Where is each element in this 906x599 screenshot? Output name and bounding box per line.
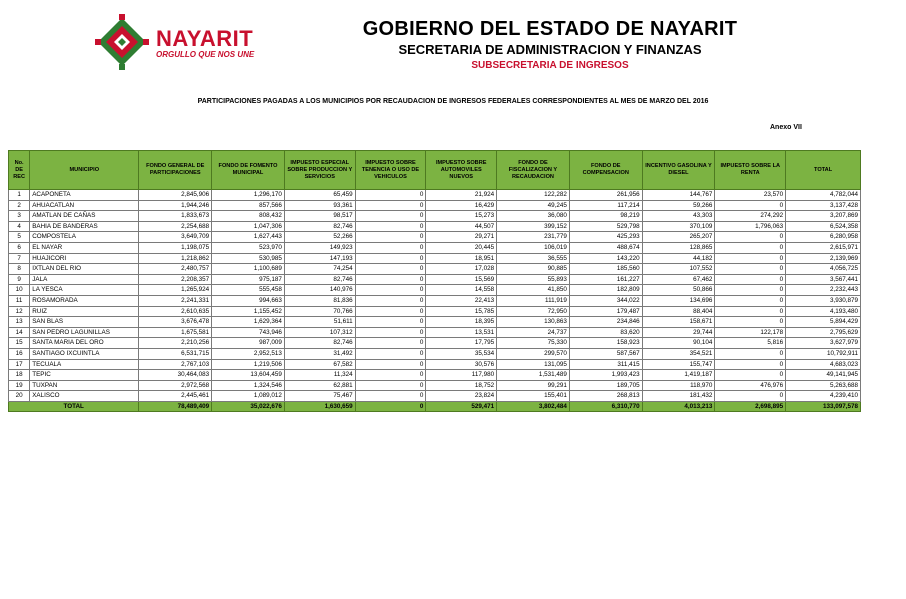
row-number: 1 — [9, 190, 30, 201]
amount-cell: 1,629,364 — [212, 317, 285, 328]
table-row — [9, 327, 861, 338]
amount-cell: 10,792,911 — [786, 348, 861, 359]
amount-cell: 15,569 — [426, 274, 497, 285]
amount-cell: 530,985 — [212, 253, 285, 264]
amount-cell: 51,611 — [284, 317, 355, 328]
amount-cell: 2,845,906 — [139, 190, 212, 201]
amount-cell: 0 — [355, 338, 426, 349]
table-row — [9, 285, 861, 296]
table-row — [9, 190, 861, 201]
amount-cell: 30,464,083 — [139, 370, 212, 381]
column-header: FONDO DE FISCALIZACION Y RECAUDACION — [497, 151, 570, 190]
amount-cell: 72,950 — [497, 306, 570, 317]
total-amount: 78,489,409 — [139, 401, 212, 412]
municipio-name: COMPOSTELA — [30, 232, 139, 243]
amount-cell: 0 — [355, 253, 426, 264]
amount-cell: 20,445 — [426, 242, 497, 253]
amount-cell: 0 — [355, 221, 426, 232]
municipio-name: SANTA MARIA DEL ORO — [30, 338, 139, 349]
amount-cell: 18,951 — [426, 253, 497, 264]
amount-cell: 425,293 — [569, 232, 642, 243]
amount-cell: 265,207 — [642, 232, 715, 243]
amount-cell: 59,266 — [642, 200, 715, 211]
amount-cell: 3,930,879 — [786, 295, 861, 306]
amount-cell: 82,746 — [284, 274, 355, 285]
amount-cell: 1,047,306 — [212, 221, 285, 232]
amount-cell: 299,570 — [497, 348, 570, 359]
amount-cell: 0 — [355, 380, 426, 391]
municipio-name: JALA — [30, 274, 139, 285]
amount-cell: 0 — [355, 359, 426, 370]
amount-cell: 1,531,489 — [497, 370, 570, 381]
amount-cell: 1,218,862 — [139, 253, 212, 264]
row-number: 20 — [9, 391, 30, 402]
row-number: 9 — [9, 274, 30, 285]
amount-cell: 529,798 — [569, 221, 642, 232]
amount-cell: 75,467 — [284, 391, 355, 402]
amount-cell: 23,570 — [715, 190, 786, 201]
amount-cell: 6,531,715 — [139, 348, 212, 359]
amount-cell: 93,361 — [284, 200, 355, 211]
amount-cell: 1,796,063 — [715, 221, 786, 232]
row-number: 18 — [9, 370, 30, 381]
amount-cell: 1,675,581 — [139, 327, 212, 338]
amount-cell: 6,524,358 — [786, 221, 861, 232]
row-number: 5 — [9, 232, 30, 243]
amount-cell: 0 — [715, 348, 786, 359]
amount-cell: 1,265,924 — [139, 285, 212, 296]
amount-cell: 44,507 — [426, 221, 497, 232]
table-row — [9, 253, 861, 264]
amount-cell: 181,432 — [642, 391, 715, 402]
logo-slogan: ORGULLO QUE NOS UNE — [156, 50, 255, 59]
amount-cell: 130,863 — [497, 317, 570, 328]
amount-cell: 35,534 — [426, 348, 497, 359]
municipio-name: AMATLAN DE CAÑAS — [30, 211, 139, 222]
amount-cell: 0 — [355, 285, 426, 296]
total-amount: 133,097,578 — [786, 401, 861, 412]
amount-cell: 2,254,688 — [139, 221, 212, 232]
municipio-name: SAN PEDRO LAGUNILLAS — [30, 327, 139, 338]
total-amount: 35,022,676 — [212, 401, 285, 412]
row-number: 15 — [9, 338, 30, 349]
municipio-name: SAN BLAS — [30, 317, 139, 328]
municipio-name: HUAJICORI — [30, 253, 139, 264]
amount-cell: 0 — [715, 253, 786, 264]
amount-cell: 3,567,441 — [786, 274, 861, 285]
municipio-name: TECUALA — [30, 359, 139, 370]
table-row — [9, 348, 861, 359]
amount-cell: 1,089,012 — [212, 391, 285, 402]
amount-cell: 55,893 — [497, 274, 570, 285]
amount-cell: 0 — [715, 295, 786, 306]
amount-cell: 134,696 — [642, 295, 715, 306]
amount-cell: 0 — [355, 200, 426, 211]
amount-cell: 0 — [355, 295, 426, 306]
amount-cell: 98,517 — [284, 211, 355, 222]
amount-cell: 4,683,023 — [786, 359, 861, 370]
amount-cell: 147,193 — [284, 253, 355, 264]
amount-cell: 74,254 — [284, 264, 355, 275]
amount-cell: 43,303 — [642, 211, 715, 222]
amount-cell: 975,187 — [212, 274, 285, 285]
amount-cell: 17,795 — [426, 338, 497, 349]
amount-cell: 488,674 — [569, 242, 642, 253]
amount-cell: 11,324 — [284, 370, 355, 381]
amount-cell: 523,970 — [212, 242, 285, 253]
amount-cell: 17,028 — [426, 264, 497, 275]
participaciones-table — [8, 150, 861, 412]
amount-cell: 144,767 — [642, 190, 715, 201]
amount-cell: 1,155,452 — [212, 306, 285, 317]
amount-cell: 131,095 — [497, 359, 570, 370]
amount-cell: 0 — [355, 242, 426, 253]
amount-cell: 52,266 — [284, 232, 355, 243]
amount-cell: 0 — [355, 391, 426, 402]
amount-cell: 75,330 — [497, 338, 570, 349]
amount-cell: 161,227 — [569, 274, 642, 285]
amount-cell: 0 — [715, 359, 786, 370]
amount-cell: 2,615,971 — [786, 242, 861, 253]
amount-cell: 3,649,709 — [139, 232, 212, 243]
amount-cell: 2,241,331 — [139, 295, 212, 306]
column-header: TOTAL — [786, 151, 861, 190]
amount-cell: 1,219,506 — [212, 359, 285, 370]
amount-cell: 476,976 — [715, 380, 786, 391]
municipio-name: ACAPONETA — [30, 190, 139, 201]
table-row — [9, 200, 861, 211]
amount-cell: 0 — [715, 317, 786, 328]
row-number: 12 — [9, 306, 30, 317]
row-number: 8 — [9, 264, 30, 275]
amount-cell: 370,109 — [642, 221, 715, 232]
amount-cell: 155,401 — [497, 391, 570, 402]
amount-cell: 111,919 — [497, 295, 570, 306]
page-title: GOBIERNO DEL ESTADO DE NAYARIT — [362, 18, 738, 40]
amount-cell: 16,429 — [426, 200, 497, 211]
amount-cell: 1,419,187 — [642, 370, 715, 381]
amount-cell: 268,813 — [569, 391, 642, 402]
report-title: PARTICIPACIONES PAGADAS A LOS MUNICIPIOS POR RECAUDACION DE INGRESOS FEDERALES CORRESPONDIENTES AL MES DE MARZO DEL 2016 — [197, 98, 709, 105]
row-number: 14 — [9, 327, 30, 338]
amount-cell: 0 — [355, 190, 426, 201]
municipio-name: AHUACATLAN — [30, 200, 139, 211]
amount-cell: 98,219 — [569, 211, 642, 222]
amount-cell: 1,944,246 — [139, 200, 212, 211]
amount-cell: 994,663 — [212, 295, 285, 306]
municipio-name: XALISCO — [30, 391, 139, 402]
table-row — [9, 370, 861, 381]
amount-cell: 0 — [355, 211, 426, 222]
amount-cell: 21,924 — [426, 190, 497, 201]
totals-row — [9, 401, 861, 412]
amount-cell: 0 — [715, 264, 786, 275]
amount-cell: 0 — [355, 317, 426, 328]
municipio-name: TEPIC — [30, 370, 139, 381]
amount-cell: 50,866 — [642, 285, 715, 296]
department-name: SUBSECRETARIA DE INGRESOS — [471, 60, 629, 71]
amount-cell: 0 — [355, 306, 426, 317]
amount-cell: 182,809 — [569, 285, 642, 296]
amount-cell: 344,022 — [569, 295, 642, 306]
amount-cell: 857,566 — [212, 200, 285, 211]
table-row — [9, 359, 861, 370]
amount-cell: 106,019 — [497, 242, 570, 253]
amount-cell: 90,885 — [497, 264, 570, 275]
logo-name: NAYARIT — [156, 26, 254, 51]
municipio-name: IXTLAN DEL RIO — [30, 264, 139, 275]
amount-cell: 2,767,103 — [139, 359, 212, 370]
amount-cell: 82,746 — [284, 221, 355, 232]
amount-cell: 99,291 — [497, 380, 570, 391]
amount-cell: 5,263,688 — [786, 380, 861, 391]
amount-cell: 18,752 — [426, 380, 497, 391]
amount-cell: 67,582 — [284, 359, 355, 370]
row-number: 10 — [9, 285, 30, 296]
column-header: IMPUESTO SOBRE LA RENTA — [715, 151, 786, 190]
column-header: No. DE REC — [9, 151, 30, 190]
municipio-name: LA YESCA — [30, 285, 139, 296]
row-number: 4 — [9, 221, 30, 232]
table-row — [9, 211, 861, 222]
total-amount: 529,471 — [426, 401, 497, 412]
column-header: FONDO GENERAL DE PARTICIPACIONES — [139, 151, 212, 190]
table-row — [9, 242, 861, 253]
amount-cell: 1,198,075 — [139, 242, 212, 253]
amount-cell: 2,952,513 — [212, 348, 285, 359]
amount-cell: 0 — [715, 200, 786, 211]
municipio-name: SANTIAGO IXCUINTLA — [30, 348, 139, 359]
amount-cell: 261,956 — [569, 190, 642, 201]
row-number: 13 — [9, 317, 30, 328]
amount-cell: 67,462 — [642, 274, 715, 285]
amount-cell: 1,324,546 — [212, 380, 285, 391]
amount-cell: 13,604,459 — [212, 370, 285, 381]
amount-cell: 49,141,945 — [786, 370, 861, 381]
amount-cell: 185,560 — [569, 264, 642, 275]
table-row — [9, 221, 861, 232]
amount-cell: 36,555 — [497, 253, 570, 264]
amount-cell: 3,676,478 — [139, 317, 212, 328]
amount-cell: 1,296,170 — [212, 190, 285, 201]
amount-cell: 3,627,979 — [786, 338, 861, 349]
amount-cell: 0 — [715, 306, 786, 317]
amount-cell: 18,395 — [426, 317, 497, 328]
amount-cell: 107,552 — [642, 264, 715, 275]
amount-cell: 1,833,673 — [139, 211, 212, 222]
table-header-row — [9, 151, 861, 190]
amount-cell: 231,779 — [497, 232, 570, 243]
amount-cell: 88,404 — [642, 306, 715, 317]
amount-cell: 2,232,443 — [786, 285, 861, 296]
table-body — [9, 190, 861, 412]
amount-cell: 4,056,725 — [786, 264, 861, 275]
amount-cell: 0 — [355, 232, 426, 243]
amount-cell: 15,785 — [426, 306, 497, 317]
column-header: FONDO DE FOMENTO MUNICIPAL — [212, 151, 285, 190]
table-row — [9, 295, 861, 306]
amount-cell: 1,627,443 — [212, 232, 285, 243]
amount-cell: 0 — [715, 274, 786, 285]
amount-cell: 117,980 — [426, 370, 497, 381]
total-amount: 2,698,895 — [715, 401, 786, 412]
total-amount: 4,013,213 — [642, 401, 715, 412]
amount-cell: 4,239,410 — [786, 391, 861, 402]
row-number: 16 — [9, 348, 30, 359]
municipio-name: RUIZ — [30, 306, 139, 317]
amount-cell: 122,178 — [715, 327, 786, 338]
table-row — [9, 274, 861, 285]
row-number: 7 — [9, 253, 30, 264]
amount-cell: 13,531 — [426, 327, 497, 338]
amount-cell: 31,492 — [284, 348, 355, 359]
amount-cell: 122,282 — [497, 190, 570, 201]
amount-cell: 179,487 — [569, 306, 642, 317]
table-row — [9, 264, 861, 275]
amount-cell: 5,894,429 — [786, 317, 861, 328]
amount-cell: 1,100,689 — [212, 264, 285, 275]
amount-cell: 23,824 — [426, 391, 497, 402]
amount-cell: 1,993,423 — [569, 370, 642, 381]
amount-cell: 70,766 — [284, 306, 355, 317]
amount-cell: 2,480,757 — [139, 264, 212, 275]
table-row — [9, 338, 861, 349]
amount-cell: 140,976 — [284, 285, 355, 296]
amount-cell: 399,152 — [497, 221, 570, 232]
column-header: MUNICIPIO — [30, 151, 139, 190]
amount-cell: 158,671 — [642, 317, 715, 328]
amount-cell: 65,459 — [284, 190, 355, 201]
amount-cell: 107,312 — [284, 327, 355, 338]
row-number: 11 — [9, 295, 30, 306]
amount-cell: 4,782,044 — [786, 190, 861, 201]
amount-cell: 90,104 — [642, 338, 715, 349]
row-number: 3 — [9, 211, 30, 222]
amount-cell: 3,137,428 — [786, 200, 861, 211]
amount-cell: 128,865 — [642, 242, 715, 253]
municipio-name: BAHIA DE BANDERAS — [30, 221, 139, 232]
amount-cell: 0 — [355, 327, 426, 338]
amount-cell: 0 — [355, 348, 426, 359]
amount-cell: 36,080 — [497, 211, 570, 222]
total-amount: 1,630,659 — [284, 401, 355, 412]
annex-label: Anexo VII — [770, 124, 802, 131]
amount-cell: 22,413 — [426, 295, 497, 306]
amount-cell: 5,816 — [715, 338, 786, 349]
amount-cell: 2,445,461 — [139, 391, 212, 402]
amount-cell: 587,567 — [569, 348, 642, 359]
amount-cell: 354,521 — [642, 348, 715, 359]
amount-cell: 2,610,635 — [139, 306, 212, 317]
amount-cell: 0 — [355, 370, 426, 381]
amount-cell: 2,208,357 — [139, 274, 212, 285]
row-number: 2 — [9, 200, 30, 211]
amount-cell: 118,970 — [642, 380, 715, 391]
amount-cell: 44,182 — [642, 253, 715, 264]
amount-cell: 743,946 — [212, 327, 285, 338]
amount-cell: 149,923 — [284, 242, 355, 253]
amount-cell: 0 — [355, 274, 426, 285]
amount-cell: 14,558 — [426, 285, 497, 296]
row-number: 17 — [9, 359, 30, 370]
total-amount: 6,310,770 — [569, 401, 642, 412]
amount-cell: 3,207,869 — [786, 211, 861, 222]
amount-cell: 29,744 — [642, 327, 715, 338]
amount-cell: 808,432 — [212, 211, 285, 222]
total-amount: 0 — [355, 401, 426, 412]
amount-cell: 0 — [715, 242, 786, 253]
column-header: IMPUESTO ESPECIAL SOBRE PRODUCCION Y SERVICIOS — [284, 151, 355, 190]
total-amount: 3,802,484 — [497, 401, 570, 412]
column-header: IMPUESTO SOBRE AUTOMOVILES NUEVOS — [426, 151, 497, 190]
amount-cell: 189,705 — [569, 380, 642, 391]
amount-cell: 987,009 — [212, 338, 285, 349]
amount-cell: 24,737 — [497, 327, 570, 338]
amount-cell: 82,746 — [284, 338, 355, 349]
municipio-name: TUXPAN — [30, 380, 139, 391]
amount-cell: 6,280,958 — [786, 232, 861, 243]
amount-cell: 83,620 — [569, 327, 642, 338]
amount-cell: 81,836 — [284, 295, 355, 306]
column-header: IMPUESTO SOBRE TENENCIA O USO DE VEHICULOS — [355, 151, 426, 190]
amount-cell: 2,139,969 — [786, 253, 861, 264]
table-row — [9, 391, 861, 402]
amount-cell: 30,576 — [426, 359, 497, 370]
amount-cell: 555,458 — [212, 285, 285, 296]
column-header: FONDO DE COMPENSACION — [569, 151, 642, 190]
amount-cell: 155,747 — [642, 359, 715, 370]
table-row — [9, 380, 861, 391]
amount-cell: 311,415 — [569, 359, 642, 370]
amount-cell: 0 — [715, 232, 786, 243]
table-row — [9, 232, 861, 243]
municipio-name: ROSAMORADA — [30, 295, 139, 306]
amount-cell: 0 — [355, 264, 426, 275]
table-row — [9, 317, 861, 328]
table-row — [9, 306, 861, 317]
amount-cell: 29,271 — [426, 232, 497, 243]
amount-cell: 41,850 — [497, 285, 570, 296]
amount-cell: 2,795,629 — [786, 327, 861, 338]
amount-cell: 158,923 — [569, 338, 642, 349]
amount-cell: 0 — [715, 285, 786, 296]
amount-cell: 274,292 — [715, 211, 786, 222]
amount-cell: 0 — [715, 391, 786, 402]
amount-cell: 4,193,480 — [786, 306, 861, 317]
page-subtitle: SECRETARIA DE ADMINISTRACION Y FINANZAS — [398, 42, 702, 57]
amount-cell: 117,214 — [569, 200, 642, 211]
total-label: TOTAL — [9, 401, 139, 412]
row-number: 6 — [9, 242, 30, 253]
amount-cell: 49,245 — [497, 200, 570, 211]
amount-cell: 15,273 — [426, 211, 497, 222]
municipio-name: EL NAYAR — [30, 242, 139, 253]
amount-cell: 2,210,256 — [139, 338, 212, 349]
column-header: INCENTIVO GASOLINA Y DIESEL — [642, 151, 715, 190]
row-number: 19 — [9, 380, 30, 391]
amount-cell: 234,846 — [569, 317, 642, 328]
amount-cell: 0 — [715, 370, 786, 381]
amount-cell: 2,972,568 — [139, 380, 212, 391]
amount-cell: 62,881 — [284, 380, 355, 391]
amount-cell: 143,220 — [569, 253, 642, 264]
